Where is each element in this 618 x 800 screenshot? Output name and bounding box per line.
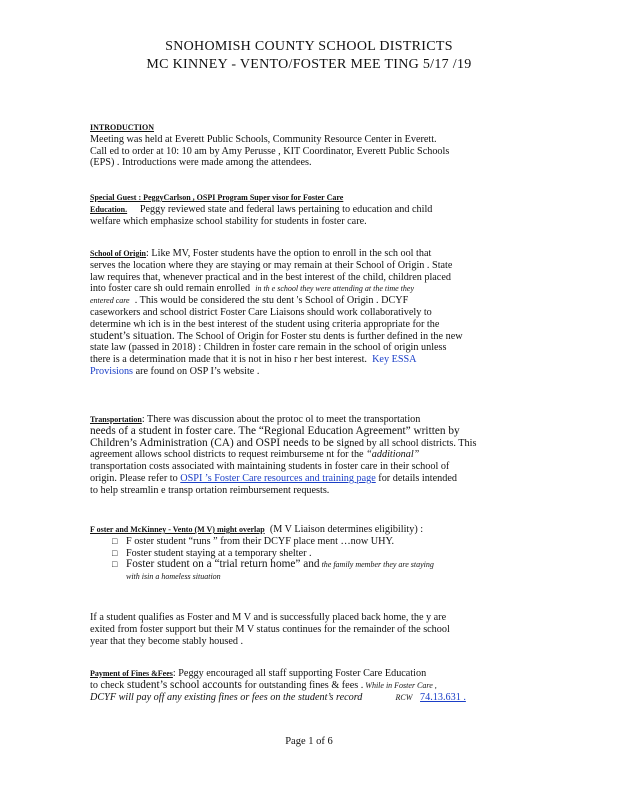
origin-line: into foster care sh ould remain enrolled <box>90 283 251 295</box>
school-of-origin-heading: School of Origin <box>90 249 147 258</box>
transport-line: gned by all school districts. This <box>344 437 477 449</box>
origin-line: there is a determination made that it is not in hiso r her best interest. <box>90 354 367 366</box>
school-of-origin-section <box>90 248 522 378</box>
list-item-text: Foster student on a “trial return home” and <box>126 558 320 571</box>
transport-line-large: needs of a student in foster care. The “Regional Education Agreement” written by <box>90 424 460 437</box>
origin-line-large: student’s situation. <box>90 329 175 342</box>
origin-line: state law (passed in 2018) : Children in foster care remain in the school of origin unless <box>90 342 447 354</box>
fines-line-large: student’s school accounts <box>124 678 242 691</box>
qualify-paragraph <box>90 612 522 647</box>
transport-line: transportation costs associated with maintaining students in foster care in their school of <box>90 461 450 473</box>
transport-line: origin. Please refer to <box>90 472 178 484</box>
checkbox-bullet-icon: □ <box>112 535 118 546</box>
qualify-line: If a student qualifies as Foster and M V and is successfully placed back home, the y are <box>90 612 447 623</box>
origin-line: determine wh ich is in the best interest of the student using criteria appropriate for the <box>90 318 440 330</box>
fines-line: to check <box>90 679 125 691</box>
special-guest-heading: Special Guest : PeggyCarlson , OSPI Program Super visor for Foster Care <box>90 193 344 202</box>
checkbox-bullet-icon: □ <box>112 559 118 570</box>
introduction-heading: INTRODUCTION <box>90 123 155 132</box>
page-number: Page 1 of 6 <box>285 736 333 747</box>
overlap-heading-tail: (M V Liaison determines eligibility) : <box>269 524 424 535</box>
payment-of-fines-section <box>90 668 522 703</box>
transport-line: for details intended <box>375 472 457 484</box>
origin-line: The School of Origin for Foster stu dents is further defined in the new <box>174 330 463 342</box>
introduction-section <box>90 122 522 169</box>
origin-line: caseworkers and school district Foster Care Liaisons should work collaboratively to <box>90 306 432 318</box>
key-essa-provisions-link-cont[interactable]: Provisions <box>90 365 134 377</box>
guest-line: Peggy reviewed state and federal laws pertaining to education and child <box>139 203 433 215</box>
transportation-section <box>90 414 522 497</box>
list-item <box>90 559 522 571</box>
fines-line: : Peggy encouraged all staff supporting Foster Care Education <box>172 668 427 679</box>
list-item-text: F oster student “runs ” from their DCYF place ment …now UHY. <box>126 535 395 547</box>
special-guest-section <box>90 192 522 227</box>
guest-line: welfare which emphasize school stability for students in foster care. <box>90 215 367 227</box>
doc-title-line-2: MC KINNEY - VENTO/FOSTER MEE TING 5/17 /19 <box>146 57 472 72</box>
fines-line-italic: While in Foster Care , <box>363 680 437 690</box>
payment-of-fines-heading: Payment of Fines &Fees <box>90 669 173 678</box>
origin-line-italic: in th e school they were attending at the time they <box>255 284 414 294</box>
list-item-italic: with isin a homeless situation <box>126 572 221 582</box>
origin-line-italic: entered care <box>90 296 130 306</box>
transport-line-italic: “additional” <box>366 449 420 461</box>
list-item-text: Foster student staying at a temporary shelter . <box>126 547 312 559</box>
origin-line: . This would be considered the stu dent 's School of Origin . DCYF <box>134 295 409 307</box>
origin-line: are found on OSP I’s website . <box>133 365 260 377</box>
list-item-italic: the family member they are staying <box>319 560 434 570</box>
key-essa-provisions-link[interactable]: Key ESSA <box>372 354 417 366</box>
checkbox-bullet-icon: □ <box>112 547 118 558</box>
fines-line: for outstanding fines & fees . <box>241 679 364 691</box>
transport-line: agreement allows school districts to request reimburseme nt for the <box>90 449 364 461</box>
fines-line-italic: DCYF will pay off any existing fines or fees on the student’s record <box>90 691 363 703</box>
qualify-line: year that they become stably housed . <box>90 635 244 647</box>
origin-line: law requires that, whenever practical and in the best interest of the child, children placed <box>90 271 451 283</box>
transport-line: : There was discussion about the protoc ol to meet the transportation <box>141 414 421 425</box>
intro-line: Call ed to order at 10: 10 am by Amy Perusse , KIT Coordinator, Everett Public Schools <box>90 145 450 157</box>
transportation-heading: Transportation <box>90 415 142 424</box>
list-item <box>90 536 522 548</box>
qualify-line: exited from foster support but their M V status continues for the remainder of the school <box>90 623 450 635</box>
special-guest-heading-cont: Education. <box>90 204 128 214</box>
overlap-list <box>90 536 522 583</box>
ospi-foster-care-resources-link[interactable]: OSPI ’s Foster Care resources and training page <box>180 472 376 484</box>
intro-line: Meeting was held at Everett Public Schools, Community Resource Center in Everett. <box>90 133 437 145</box>
intro-line: (EPS) . Introductions were made among the attendees. <box>90 157 312 169</box>
overlap-heading: F oster and McKinney - Vento (M V) might overlap <box>90 525 265 534</box>
foster-mv-overlap-section <box>90 524 522 583</box>
rcw-label: RCW <box>395 692 413 702</box>
transport-line: to help streamlin e transp ortation reimbursement requests. <box>90 484 330 496</box>
doc-title-line-1: SNOHOMISH COUNTY SCHOOL DISTRICTS <box>165 39 453 54</box>
origin-line: : Like MV, Foster students have the option to enroll in the sch ool that <box>146 248 432 259</box>
list-item-continuation <box>90 571 522 583</box>
origin-line: serves the location where they are staying or may remain at their School of Origin . State <box>90 259 453 271</box>
transport-line-large: Children’s Administration (CA) and OSPI needs to be si <box>90 436 345 449</box>
rcw-74-13-631-link[interactable]: 74.13.631 . <box>420 691 466 703</box>
